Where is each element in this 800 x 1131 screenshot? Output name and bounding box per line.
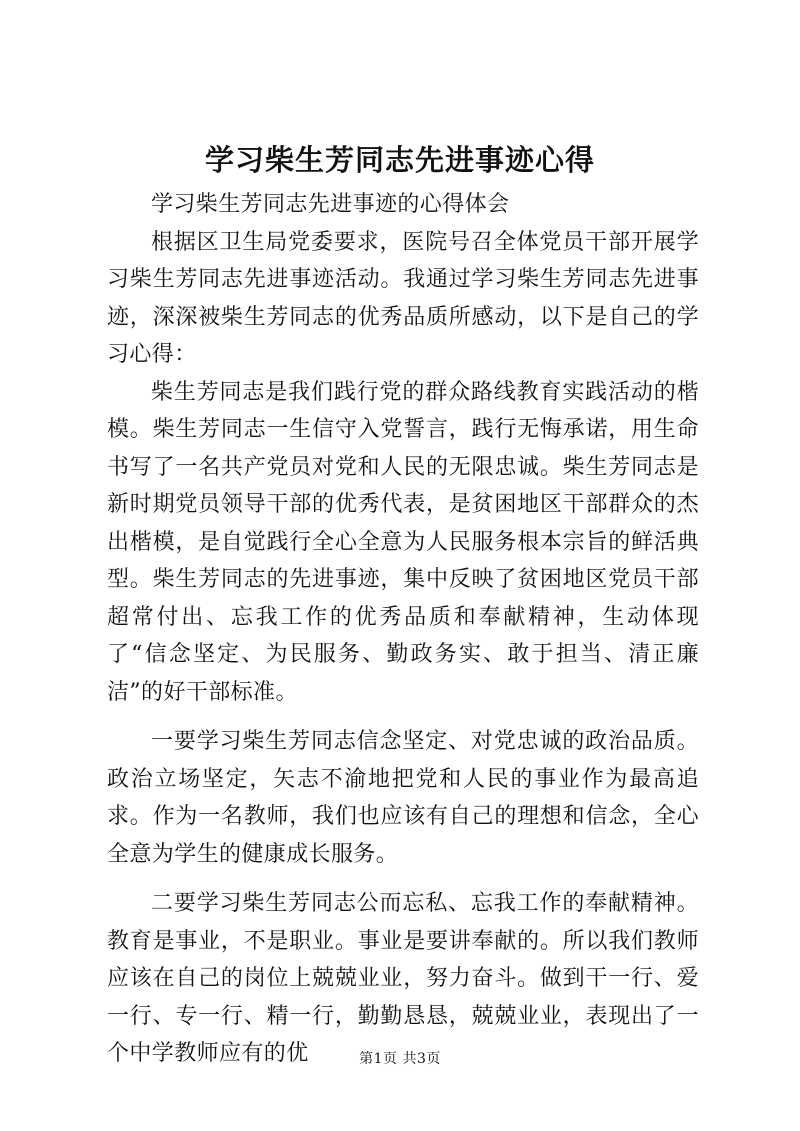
paragraph-intro: 根据区卫生局党委要求，医院号召全体党员干部开展学习柴生芳同志先进事迹活动。我通过学习柴生芳同志先进事迹，深深被柴生芳同志的优秀品质所感动，以下是自己的学习心得： <box>107 229 699 367</box>
document-body <box>107 186 699 1073</box>
paragraph-subtitle: 学习柴生芳同志先进事迹的心得体会 <box>151 192 510 217</box>
paragraph-point-one: 一要学习柴生芳同志信念坚定、对党忠诚的政治品质。政治立场坚定，矢志不渝地把党和人民的事业作为最高追求。作为一名教师，我们也应该有自己的理想和信念，全心全意为学生的健康成长服务。 <box>107 729 699 867</box>
paragraph-point-two: 二要学习柴生芳同志公而忘私、忘我工作的奉献精神。教育是事业，不是职业。事业是要讲奉献的。所以我们教师应该在自己的岗位上兢兢业业，努力奋斗。做到干一行、爱一行、专一行、精一行，勤勤恳恳，兢兢业业，表现出了一个中学教师应有的优 <box>107 891 699 1066</box>
paragraph-role-model: 柴生芳同志是我们践行党的群众路线教育实践活动的楷模。柴生芳同志一生信守入党誓言，践行无悔承诺，用生命书写了一名共产党员对党和人民的无限忠诚。柴生芳同志是新时期党员领导干部的优秀代表，是贫困地区干部群众的杰出楷模，是自觉践行全心全意为人民服务根本宗旨的鲜活典型。柴生芳同志的先进事迹，集中反映了贫困地区党员干部超常付出、忘我工作的优秀品质和奉献精神，生动体现了“信念坚定、为民服务、勤政务实、敢于担当、清正廉洁”的好干部标准。 <box>107 379 699 705</box>
document-title: 学习柴生芳同志先进事迹心得 <box>204 143 595 177</box>
page-number-footer: 第1页 共3页 <box>359 1051 441 1067</box>
